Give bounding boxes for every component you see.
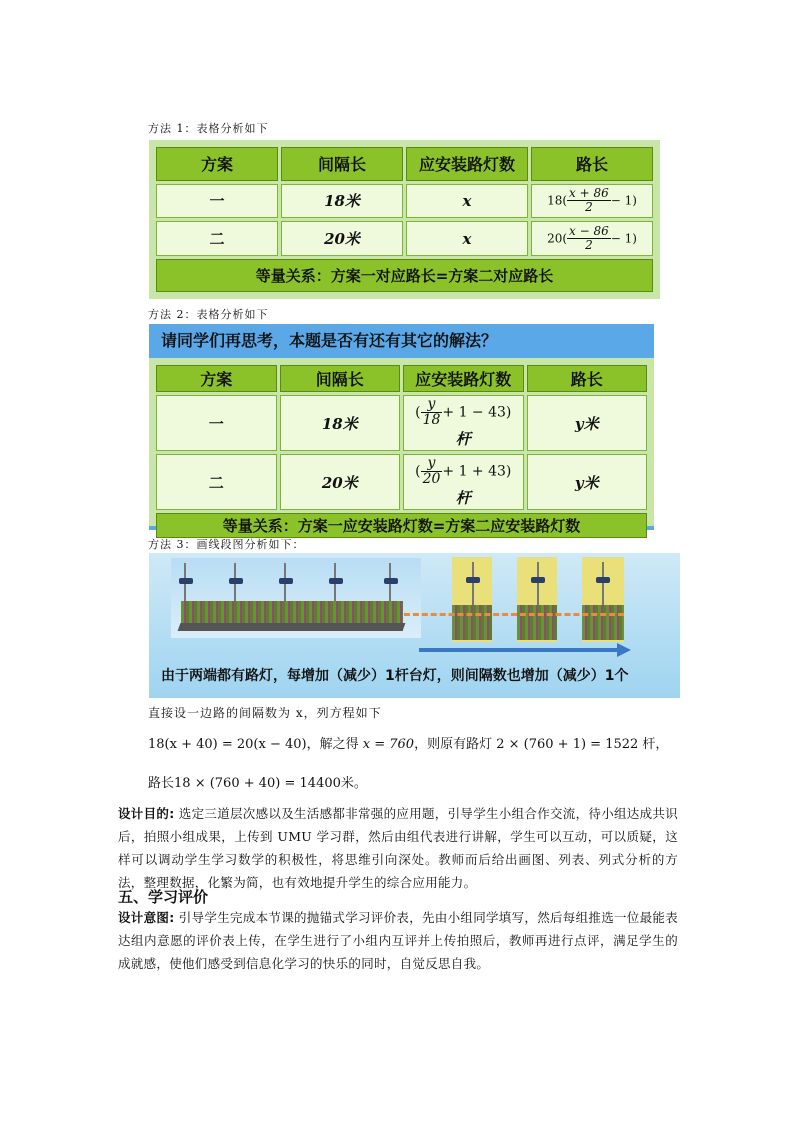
method2-panel	[149, 324, 654, 535]
method2-caption: 方法 2：表格分析如下	[148, 308, 269, 321]
formula-suffix: − 1)	[610, 231, 637, 246]
equation-result: x = 760	[362, 737, 415, 752]
design-intent-text: 引导学生完成本节课的抛锚式学习评价表，先由小组同学填写，然后每组推选一位最能表达组内意愿的评价表上传，在学生进行了小组内互评并上传拍照后，教师再进行点评，满足学生的成就感，使他们感受到信息化学习的快乐的同时，自觉反思自我。	[118, 910, 679, 971]
plan-cell: 一	[156, 395, 277, 451]
solar-panel-icon	[279, 578, 293, 584]
formula-suffix: + 1 + 43)	[442, 463, 512, 480]
solar-panel-icon	[329, 578, 343, 584]
design-intent-paragraph	[118, 906, 678, 975]
hedge-strip	[582, 605, 624, 640]
lamp-panel	[517, 557, 557, 642]
solution-intro: 直接设一边路的间隔数为 x，列方程如下	[148, 706, 382, 720]
formula-suffix: − 1)	[610, 193, 637, 208]
diagram-caption: 由于两端都有路灯，每增加（减少）1杆台灯，则间隔数也增加（减少）1个	[161, 668, 629, 684]
road-cell	[531, 221, 653, 256]
header-plan: 方案	[156, 147, 278, 181]
solar-panel-icon	[179, 578, 193, 584]
lamps-expression: 2 × (760 + 1) = 1522	[496, 737, 639, 752]
header-road: 路长	[527, 365, 648, 392]
method2-banner: 请同学们再思考，本题是否有还有其它的解法？	[161, 331, 498, 350]
method2-table	[149, 358, 654, 535]
road-cell: y米	[527, 395, 648, 451]
fraction	[421, 456, 443, 487]
road-cell: y米	[527, 454, 648, 510]
road-unit: 米。	[340, 776, 367, 791]
formula-prefix: 20(	[547, 231, 568, 246]
interval-cell: 20米	[280, 454, 401, 510]
lamps-cell	[403, 395, 524, 451]
hedge-strip	[452, 605, 492, 640]
table-row	[156, 395, 647, 451]
lamp-pole	[602, 562, 604, 607]
lamps-unit: 杆，	[642, 737, 669, 752]
table-row	[156, 454, 647, 510]
equation-row: 等量关系：方案一对应路长=方案二对应路长	[156, 259, 653, 292]
header-plan: 方案	[156, 365, 277, 392]
lamp-pole	[537, 562, 539, 607]
formula-prefix: 18(	[547, 193, 568, 208]
fraction-numerator: x − 86	[569, 224, 609, 239]
formula-suffix: + 1 − 43)	[442, 404, 512, 421]
lamps-cell: x	[406, 184, 528, 219]
header-lamps: 应安装路灯数	[406, 147, 528, 181]
lamp-pole	[472, 562, 474, 607]
fraction-denominator: 20	[422, 471, 441, 487]
header-interval: 间隔长	[280, 365, 401, 392]
method1-caption: 方法 1：表格分析如下	[148, 122, 269, 135]
equation-row: 等量关系：方案一应安装路灯数=方案二应安装路灯数	[156, 513, 647, 538]
fraction-numerator: y	[421, 397, 443, 413]
road-cell	[531, 184, 653, 219]
road-length-line	[148, 772, 367, 791]
design-purpose-label: 设计目的:	[118, 806, 175, 821]
line-segment-diagram	[149, 553, 680, 698]
fraction	[421, 397, 443, 428]
interval-cell: 20米	[281, 221, 403, 256]
arrow-shaft	[419, 648, 619, 652]
solar-panel-icon	[596, 577, 610, 583]
solar-panel-icon	[229, 578, 243, 584]
design-purpose-text: 选定三道层次感以及生活感都非常强的应用题，引导学生小组合作交流，待小组达成共识后，拍照小组成果，上传到 UMU 学习群，然后由组代表进行讲解，学生可以互动，可以质疑，这样可以调动学生学习数学的积极性，将思维引向深处。教师而后给出画图、列表、列式分析的方法，整理数据，化繁为简，也有效地提升学生的综合应用能力。	[118, 806, 679, 890]
table-row	[156, 184, 653, 219]
fraction	[567, 225, 611, 252]
fraction-denominator: 2	[585, 200, 593, 215]
header-lamps: 应安装路灯数	[403, 365, 524, 392]
unit-label: 杆	[455, 489, 471, 507]
table-row	[156, 221, 653, 256]
road-expression: 18 × (760 + 40) = 14400	[174, 776, 341, 791]
method1-table	[149, 140, 660, 299]
method3-caption: 方法 3：画线段图分析如下：	[148, 538, 305, 551]
arrow-right-icon	[617, 643, 631, 657]
equation: 18(x + 40) = 20(x − 40)	[148, 737, 307, 752]
lamps-cell	[403, 454, 524, 510]
design-purpose-paragraph	[118, 802, 678, 894]
lamps-cell: x	[406, 221, 528, 256]
header-road: 路长	[531, 147, 653, 181]
solution-equation-line	[148, 733, 668, 752]
design-intent-label: 设计意图:	[118, 910, 175, 925]
plan-cell: 一	[156, 184, 278, 219]
lamp-panel	[452, 557, 492, 642]
plan-cell: 二	[156, 221, 278, 256]
lamps-text: ，则原有路灯	[414, 737, 493, 752]
interval-cell: 18米	[280, 395, 401, 451]
road-strip	[178, 623, 406, 631]
fraction-numerator: y	[421, 456, 443, 472]
fraction-denominator: 18	[422, 412, 441, 428]
fraction	[567, 187, 611, 214]
plan-cell: 二	[156, 454, 277, 510]
fraction-denominator: 2	[585, 238, 593, 253]
equation-suffix: ，解之得	[306, 737, 359, 752]
header-interval: 间隔长	[281, 147, 403, 181]
solar-panel-icon	[384, 578, 398, 584]
section-title: 五、学习评价	[118, 888, 209, 906]
road-prefix: 路长	[148, 776, 175, 791]
formula-prefix: (	[415, 404, 421, 421]
unit-label: 杆	[455, 430, 471, 448]
fraction-numerator: x + 86	[569, 186, 609, 201]
interval-cell: 18米	[281, 184, 403, 219]
solar-panel-icon	[531, 577, 545, 583]
hedge-strip	[517, 605, 557, 640]
lamp-panel	[582, 557, 624, 642]
formula-prefix: (	[415, 463, 421, 480]
solar-panel-icon	[466, 577, 480, 583]
dashed-connector	[404, 613, 624, 616]
